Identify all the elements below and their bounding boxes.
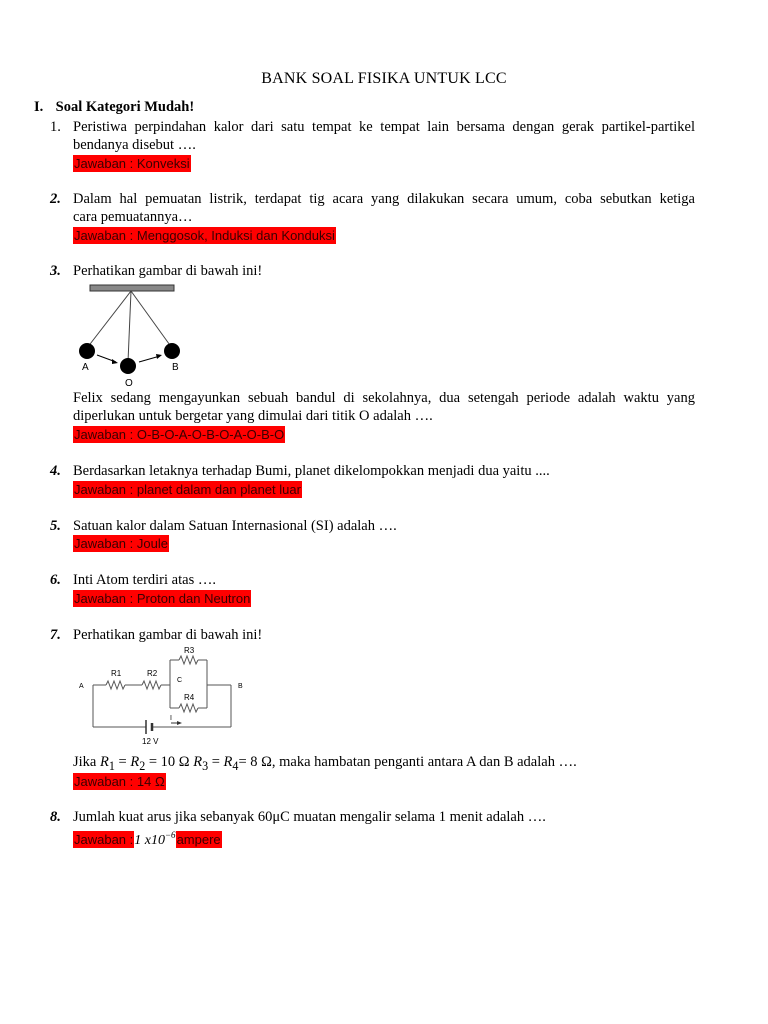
label-r3: R3 — [184, 646, 195, 655]
math-r1: R — [99, 754, 109, 770]
question-number: 1. — [50, 119, 61, 135]
answer-box: Jawaban : 14 Ω — [74, 774, 165, 789]
question-number: 3. — [50, 263, 61, 279]
label-a: A — [82, 362, 89, 373]
math-sub1: 1 — [108, 758, 115, 773]
section-title: Soal Kategori Mudah! — [55, 99, 195, 115]
question-text — [73, 626, 695, 644]
question-line: Satuan kalor dalam Satuan Internasional (SI) adalah …. — [73, 518, 397, 534]
arrowhead-icon — [112, 359, 118, 364]
question-text — [73, 118, 695, 154]
question-text — [73, 517, 695, 535]
math-r4: R — [223, 754, 233, 770]
answer-unit: ampere — [176, 831, 221, 847]
question-number: 5. — [50, 518, 61, 534]
question-line: Perhatikan gambar di bawah ini! — [73, 627, 263, 643]
question-number: 2. — [50, 191, 61, 207]
resistor-r4 — [179, 704, 198, 712]
question-line: cara pemuatannya… — [73, 209, 193, 225]
answer-exponent: −6 — [164, 830, 176, 840]
answer-box: Jawaban : Proton dan Neutron — [74, 591, 251, 606]
arrowhead-icon — [156, 354, 162, 359]
question-line: Peristiwa perpindahan kalor dari satu tempat ke tempat lain bersama dengan gerak partikel-partikel — [73, 119, 695, 135]
math-sub4: 4 — [232, 758, 239, 773]
pendulum-string-a — [87, 291, 131, 348]
resistor-r3 — [179, 656, 198, 664]
answer-box: Jawaban : Joule — [74, 536, 168, 551]
math-value1: = 10 Ω — [145, 754, 194, 770]
question-line: Jumlah kuat arus jika sebanyak 60μC muatan mengalir selama 1 menit adalah …. — [73, 809, 546, 825]
label-r4: R4 — [184, 693, 195, 702]
label-r2: R2 — [147, 669, 158, 678]
bob-o — [120, 358, 136, 374]
label-o: O — [125, 378, 133, 389]
label-b: B — [238, 683, 243, 690]
question-text — [73, 571, 695, 589]
question-text — [73, 808, 695, 826]
label-a: A — [79, 683, 84, 690]
pendulum-support — [90, 285, 174, 291]
label-b: B — [172, 362, 179, 373]
math-rest: = 8 Ω, maka hambatan penganti antara A dan B adalah …. — [238, 754, 577, 770]
math-sub3: 3 — [202, 758, 209, 773]
section-heading — [34, 99, 194, 116]
resistor-r1 — [106, 681, 125, 689]
answer-line — [73, 826, 222, 850]
bob-a — [79, 343, 95, 359]
label-i: I — [170, 715, 172, 722]
math-eq1: = — [114, 754, 131, 770]
label-c: C — [177, 677, 183, 684]
answer-box: Jawaban : Konveksi — [74, 156, 190, 171]
question-line: bendanya disebut …. — [73, 137, 196, 153]
math-prefix: Jika — [73, 754, 100, 770]
math-r3: R — [193, 754, 203, 770]
question-text — [73, 190, 695, 226]
question-math-line — [73, 753, 695, 775]
math-sub2: 2 — [139, 758, 146, 773]
math-eq2: = — [208, 754, 224, 770]
answer-prefix: Jawaban : — [74, 831, 134, 847]
section-number: I. — [34, 99, 44, 115]
bob-b — [164, 343, 180, 359]
question-line: Perhatikan gambar di bawah ini! — [73, 263, 263, 279]
pendulum-string-b — [131, 291, 172, 348]
question-number: 6. — [50, 572, 61, 588]
question-text — [73, 462, 695, 480]
question-text — [73, 262, 695, 280]
resistor-r2 — [142, 681, 161, 689]
answer-box: Jawaban : O-B-O-A-O-B-O-A-O-B-O — [74, 427, 285, 442]
question-number: 7. — [50, 627, 61, 643]
question-line: Inti Atom terdiri atas …. — [73, 572, 216, 588]
answer-box: Jawaban : planet dalam dan planet luar — [74, 482, 301, 497]
question-number: 8. — [50, 809, 61, 825]
arrowhead-icon — [177, 721, 182, 725]
label-voltage: 12 V — [142, 737, 159, 746]
page-title: BANK SOAL FISIKA UNTUK LCC — [261, 70, 507, 87]
pendulum-figure — [72, 282, 212, 397]
math-r2: R — [130, 754, 140, 770]
answer-box: Jawaban : Menggosok, Induksi dan Konduksi — [74, 228, 335, 243]
label-r1: R1 — [111, 669, 122, 678]
question-line: Berdasarkan letaknya terhadap Bumi, planet dikelompokkan menjadi dua yaitu .... — [73, 463, 550, 479]
question-line: Felix sedang mengayunkan sebuah bandul di sekolahnya, dua setengah periode adalah waktu yang — [73, 390, 695, 406]
question-line: diperlukan untuk bergetar yang dimulai dari titik O adalah …. — [73, 408, 433, 424]
question-text-continued — [73, 389, 695, 425]
question-line: Dalam hal pemuatan listrik, terdapat tig acara yang dilakukan secara umum, coba sebutkan ketiga — [73, 191, 695, 207]
answer-coefficient: 1 x10 — [134, 832, 165, 848]
pendulum-string-o — [128, 291, 131, 362]
circuit-figure — [76, 646, 256, 746]
question-number: 4. — [50, 463, 61, 479]
